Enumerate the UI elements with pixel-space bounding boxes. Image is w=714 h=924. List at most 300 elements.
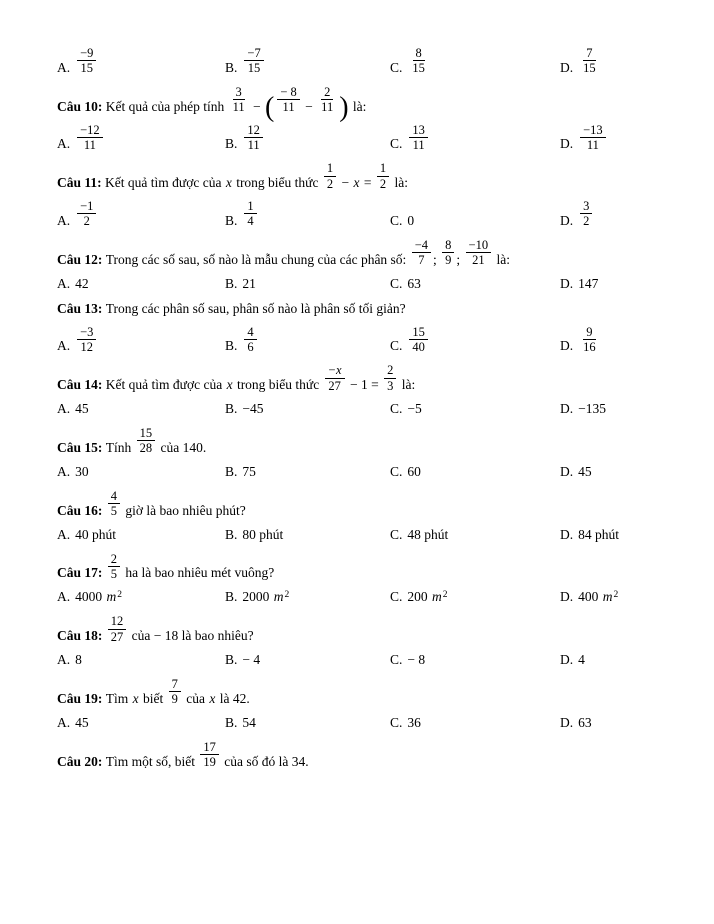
text: −5: [407, 401, 422, 416]
denominator: 28: [139, 441, 153, 456]
numerator: 8: [442, 238, 454, 253]
text: của số đó là 34.: [220, 753, 309, 769]
text: là:: [349, 98, 367, 114]
option-d: [560, 527, 676, 543]
text: 36: [407, 714, 421, 730]
question-block: [57, 363, 676, 417]
option-label: D.: [560, 275, 574, 291]
question-line: [57, 238, 676, 268]
option-a: [57, 715, 225, 731]
text: 30: [75, 463, 89, 479]
text: Tính: [105, 439, 135, 455]
question-block: [57, 614, 676, 668]
question-line: [57, 161, 676, 191]
numerator: −12: [77, 123, 103, 138]
superscript: 2: [442, 590, 448, 601]
denominator: 11: [321, 100, 334, 115]
option-label: B.: [225, 275, 238, 291]
option-a: [57, 464, 225, 480]
option-d: [560, 199, 676, 229]
big-paren: (: [265, 91, 275, 123]
option-label: A.: [57, 136, 71, 152]
options-row: [57, 464, 676, 480]
denominator: 21: [472, 253, 485, 268]
text: −45: [242, 401, 264, 416]
fraction: [244, 123, 263, 153]
option-d: [560, 652, 676, 668]
math-variable: x: [353, 175, 360, 190]
question-block: [57, 85, 676, 153]
math-variable: m: [273, 589, 284, 605]
numerator: −1: [77, 199, 96, 214]
question-number: Câu 20:: [57, 753, 106, 769]
denominator: 11: [247, 137, 260, 152]
option-label: D.: [560, 589, 574, 605]
text: của: [182, 690, 209, 706]
options-row: [57, 715, 676, 731]
denominator: 2: [583, 214, 590, 229]
text: 4000: [75, 589, 106, 605]
denominator: 27: [328, 378, 341, 393]
option-label: A.: [57, 526, 71, 542]
denominator: 11: [586, 137, 599, 152]
question-line: [57, 301, 676, 317]
question-number: Câu 13:: [57, 300, 106, 316]
question-block: [57, 46, 676, 76]
text: là 42.: [216, 690, 250, 706]
options-row: [57, 652, 676, 668]
numerator: −10: [466, 238, 492, 253]
text: 63: [578, 714, 592, 730]
option-b: [225, 401, 390, 417]
option-b: [225, 199, 390, 229]
numerator: −3: [77, 325, 96, 340]
numerator: 12: [108, 614, 127, 629]
text: 8: [75, 652, 82, 667]
denominator: 15: [80, 61, 94, 76]
option-d: [560, 715, 676, 731]
option-b: [225, 46, 390, 76]
fraction: [580, 325, 599, 355]
text: Tìm: [105, 690, 132, 706]
fraction: [77, 325, 96, 355]
text: 42: [75, 275, 89, 291]
option-label: D.: [560, 714, 574, 730]
numerator: 1: [324, 161, 336, 176]
fraction: [409, 123, 428, 153]
question-line: [57, 84, 676, 123]
options-row: [57, 123, 676, 153]
option-d: [560, 46, 676, 76]
option-d: [560, 276, 676, 292]
denominator: 11: [282, 100, 295, 115]
fraction: [580, 199, 592, 229]
fraction: [412, 238, 431, 268]
text: trong biểu thức: [233, 377, 323, 392]
numerator: 9: [583, 325, 595, 340]
option-label: C.: [390, 401, 403, 416]
question-block: [57, 301, 676, 355]
option-label: A.: [57, 463, 71, 479]
text: 200: [407, 589, 432, 605]
question-block: [57, 740, 676, 770]
superscript: 2: [117, 590, 122, 601]
numerator: −x: [325, 363, 345, 378]
fraction: [200, 740, 219, 770]
option-b: [225, 715, 390, 731]
denominator: 9: [445, 253, 452, 268]
numerator: 2: [108, 552, 120, 567]
option-a: [57, 401, 225, 417]
options-row: [57, 199, 676, 229]
text: giờ là bao nhiêu phút?: [122, 502, 246, 518]
numerator: 17: [200, 740, 219, 755]
text: 80 phút: [242, 526, 284, 542]
denominator: 3: [387, 378, 394, 393]
option-d: [560, 589, 676, 605]
denominator: 2: [379, 176, 387, 191]
text: 400: [578, 589, 602, 605]
options-row: [57, 276, 676, 292]
option-c: [390, 276, 560, 292]
option-label: A.: [57, 275, 71, 291]
denominator: 2: [326, 176, 334, 191]
numerator: 2: [384, 363, 396, 378]
text: Trong các số sau, số nào là mẫu chung của các phân số:: [105, 251, 410, 267]
option-b: [225, 589, 390, 605]
math-variable: x: [225, 175, 232, 190]
option-label: A.: [57, 401, 71, 416]
question-block: [57, 426, 676, 480]
text: 0: [407, 212, 415, 228]
question-block: [57, 161, 676, 229]
option-label: B.: [225, 463, 238, 479]
fraction: [77, 199, 96, 229]
option-label: D.: [560, 338, 574, 354]
question-number: Câu 10:: [57, 98, 106, 114]
options-row: [57, 46, 676, 76]
text: − 1 =: [346, 377, 383, 392]
option-label: C.: [390, 212, 403, 228]
option-label: C.: [390, 463, 403, 479]
option-label: D.: [560, 463, 574, 479]
question-block: [57, 677, 676, 731]
option-label: B.: [225, 652, 238, 667]
text: biết: [139, 690, 167, 706]
text: 45: [75, 401, 89, 416]
math-variable: x: [209, 690, 216, 706]
text: 84 phút: [578, 526, 620, 542]
numerator: −9: [77, 46, 96, 61]
text: −: [338, 175, 353, 190]
option-a: [57, 652, 225, 668]
question-line: [57, 426, 676, 456]
option-d: [560, 325, 676, 355]
option-label: C.: [390, 526, 403, 542]
numerator: −4: [412, 238, 431, 253]
text: 147: [578, 275, 599, 291]
math-variable: m: [106, 589, 117, 605]
option-label: C.: [390, 589, 403, 605]
denominator: 4: [247, 214, 254, 229]
numerator: 8: [413, 46, 425, 61]
numerator: −7: [244, 46, 263, 61]
option-label: D.: [560, 652, 574, 667]
denominator: 11: [232, 100, 245, 115]
numerator: 4: [244, 325, 256, 340]
option-d: [560, 464, 676, 480]
option-label: C.: [390, 59, 403, 75]
option-label: D.: [560, 401, 574, 416]
denominator: 12: [80, 339, 94, 354]
text: là:: [391, 175, 408, 190]
question-line: [57, 614, 676, 644]
option-d: [560, 123, 676, 153]
option-label: C.: [390, 714, 403, 730]
option-label: B.: [225, 136, 238, 152]
text: Kết quả của phép tính: [105, 98, 228, 114]
question-line: [57, 740, 676, 770]
option-label: D.: [560, 526, 574, 542]
fraction: [580, 123, 606, 153]
text: ;: [433, 251, 441, 267]
option-a: [57, 589, 225, 605]
question-block: [57, 238, 676, 292]
question-line: [57, 677, 676, 707]
fraction: [325, 363, 345, 393]
text: 45: [578, 463, 592, 479]
option-a: [57, 46, 225, 76]
numerator: 7: [169, 677, 181, 692]
question-number: Câu 12:: [57, 251, 106, 267]
numerator: 2: [321, 85, 333, 100]
option-b: [225, 527, 390, 543]
denominator: 5: [110, 566, 118, 581]
fraction: [324, 161, 336, 191]
numerator: 3: [233, 85, 245, 100]
fraction: [244, 46, 263, 76]
fraction: [137, 426, 156, 456]
denominator: 15: [412, 61, 425, 76]
denominator: 19: [203, 755, 216, 770]
math-variable: m: [432, 589, 442, 605]
question-number: Câu 18:: [57, 628, 106, 643]
text: 2000: [242, 589, 273, 605]
denominator: 27: [110, 629, 124, 644]
option-label: D.: [560, 59, 574, 75]
option-label: B.: [225, 59, 238, 75]
text: ;: [456, 251, 464, 267]
option-a: [57, 276, 225, 292]
option-c: [390, 527, 560, 543]
numerator: 7: [583, 46, 595, 61]
fraction: [466, 238, 492, 268]
option-a: [57, 527, 225, 543]
option-label: B.: [225, 589, 238, 605]
text: Kết quả tìm được của: [105, 175, 225, 190]
numerator: 13: [409, 123, 428, 138]
option-label: A.: [57, 714, 71, 730]
option-c: [390, 464, 560, 480]
option-label: C.: [390, 275, 403, 291]
denominator: 7: [418, 253, 425, 268]
option-a: [57, 199, 225, 229]
fraction: [318, 85, 336, 115]
denominator: 15: [247, 61, 261, 76]
question-line: [57, 363, 676, 393]
fraction: [244, 325, 256, 355]
option-label: A.: [57, 212, 71, 228]
fraction: [77, 46, 96, 76]
numerator: 15: [137, 426, 156, 441]
option-label: A.: [57, 59, 71, 75]
text: 48 phút: [407, 526, 449, 542]
numerator: 12: [244, 123, 263, 138]
option-b: [225, 123, 390, 153]
denominator: 11: [412, 137, 425, 152]
text: trong biểu thức: [232, 175, 322, 190]
fraction: [580, 46, 599, 76]
question-number: Câu 17:: [57, 565, 106, 581]
option-c: [390, 325, 560, 355]
denominator: 2: [83, 214, 90, 229]
superscript: 2: [284, 590, 290, 601]
question-number: Câu 16:: [57, 502, 106, 518]
math-variable: x: [226, 377, 233, 392]
fraction: [108, 552, 120, 582]
numerator: 15: [409, 325, 428, 340]
options-row: [57, 589, 676, 605]
text: − 4: [242, 652, 261, 667]
text: 60: [407, 463, 421, 479]
denominator: 11: [83, 137, 96, 152]
option-label: A.: [57, 652, 71, 667]
numerator: 4: [108, 489, 120, 504]
math-variable: x: [132, 690, 139, 706]
text: Trong các phân số sau, phân số nào là phân số tối giản?: [105, 300, 406, 316]
fraction: [442, 238, 454, 268]
option-label: B.: [225, 338, 238, 354]
text: 75: [242, 463, 256, 479]
fraction: [384, 363, 396, 393]
option-c: [390, 123, 560, 153]
text: − 8: [407, 652, 426, 667]
denominator: 5: [110, 504, 118, 519]
fraction: [77, 123, 103, 153]
question-number: Câu 15:: [57, 439, 106, 455]
text: =: [360, 175, 375, 190]
questions-container: [57, 46, 676, 770]
fraction: [409, 325, 428, 355]
math-variable: m: [602, 589, 613, 605]
question-number: Câu 14:: [57, 377, 106, 392]
numerator: − 8: [277, 85, 299, 100]
option-d: [560, 401, 676, 417]
numerator: −13: [580, 123, 606, 138]
fraction: [277, 85, 299, 115]
options-row: [57, 325, 676, 355]
option-label: B.: [225, 714, 238, 730]
option-b: [225, 325, 390, 355]
denominator: 9: [171, 692, 178, 707]
text: ha là bao nhiêu mét vuông?: [122, 565, 275, 581]
text: −135: [578, 401, 606, 416]
numerator: 1: [244, 199, 256, 214]
fraction: [230, 85, 248, 115]
denominator: 6: [247, 339, 254, 354]
option-a: [57, 123, 225, 153]
question-line: [57, 489, 676, 519]
denominator: 15: [583, 61, 596, 76]
option-c: [390, 46, 560, 76]
denominator: 40: [412, 339, 425, 354]
option-label: B.: [225, 212, 238, 228]
numerator: 1: [377, 161, 389, 176]
text: 54: [242, 714, 256, 730]
fraction: [108, 614, 127, 644]
option-label: B.: [225, 526, 238, 542]
option-a: [57, 325, 225, 355]
text: 21: [242, 275, 256, 291]
question-number: Câu 19:: [57, 690, 106, 706]
option-label: C.: [390, 338, 403, 354]
option-label: B.: [225, 401, 238, 416]
option-c: [390, 652, 560, 668]
question-block: [57, 489, 676, 543]
text: 63: [407, 275, 421, 291]
text: −: [249, 98, 265, 114]
option-label: D.: [560, 212, 574, 228]
text: 45: [75, 714, 89, 730]
option-b: [225, 464, 390, 480]
text: của 140.: [157, 439, 207, 455]
fraction: [377, 161, 389, 191]
text: 4: [578, 652, 585, 667]
fraction: [409, 46, 428, 76]
text: của − 18 là bao nhiêu?: [128, 628, 254, 643]
option-label: D.: [560, 136, 574, 152]
question-block: [57, 552, 676, 606]
fraction: [108, 489, 120, 519]
option-c: [390, 589, 560, 605]
option-label: A.: [57, 338, 71, 354]
option-c: [390, 715, 560, 731]
text: Kết quả tìm được của: [105, 377, 226, 392]
options-row: [57, 527, 676, 543]
big-paren: ): [339, 91, 349, 123]
fraction: [169, 677, 181, 707]
text: 40 phút: [75, 526, 117, 542]
text: là:: [398, 377, 416, 392]
option-label: C.: [390, 136, 403, 152]
text: Tìm một số, biết: [105, 753, 199, 769]
fraction: [244, 199, 256, 229]
text: là:: [493, 251, 510, 267]
denominator: 16: [583, 339, 596, 354]
question-line: [57, 552, 676, 582]
superscript: 2: [613, 590, 619, 601]
text: −: [301, 98, 317, 114]
option-b: [225, 652, 390, 668]
question-number: Câu 11:: [57, 175, 106, 190]
option-label: C.: [390, 652, 403, 667]
option-c: [390, 213, 560, 229]
option-label: A.: [57, 589, 71, 605]
option-b: [225, 276, 390, 292]
numerator: 3: [580, 199, 592, 214]
option-c: [390, 401, 560, 417]
options-row: [57, 401, 676, 417]
